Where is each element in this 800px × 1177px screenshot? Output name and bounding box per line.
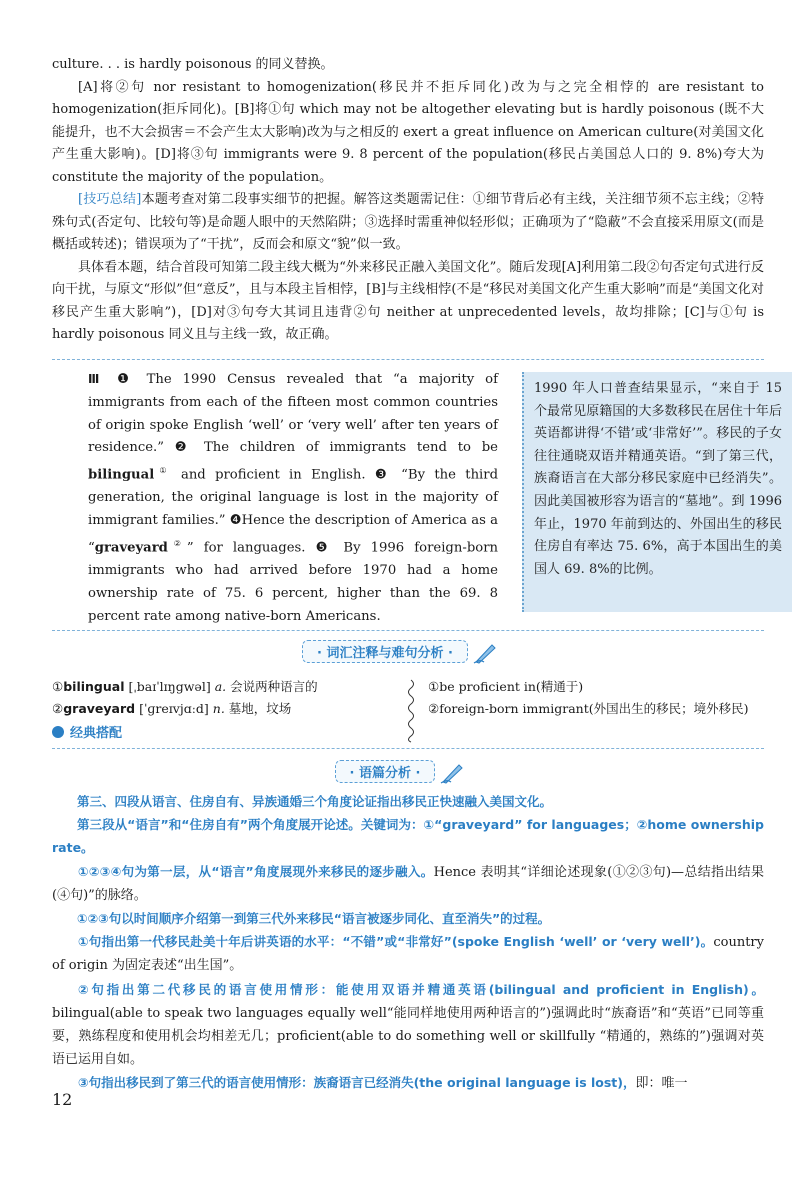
- analysis-line: 第三段从“语言”和“住房自有”两个角度展开论述。关键词为：①“graveyard” for languages；②home ownership rate。: [52, 817, 764, 856]
- analysis-section-title: [0, 760, 800, 784]
- sentence-number: ❷: [174, 440, 194, 456]
- analysis-title-text: · 语篇分析 ·: [335, 760, 436, 783]
- sentence-5: By 1996 foreign-born immigrants who had arrived before 1970 had a home ownership rate of 75. 6 percent, higher than the 69. 8 percent rate among native-born Americans.: [88, 540, 498, 624]
- analysis-line: ①句指出第一代移民赴美十年后讲英语的水平：“不错”或“非常好”(spoke English ‘well’ or ‘very well’)。country of origin 为固定表述“出生国”。: [52, 934, 764, 974]
- analysis-line: 第三、四段从语言、住房自有、异族通婚三个角度论证指出移民正快速融入美国文化。: [77, 794, 553, 809]
- sentence-number: ❺: [315, 540, 334, 556]
- sentence-4b: ” for languages.: [186, 540, 306, 556]
- tip-text: 本题考查对第二段事实细节的把握。解答这类题需记住：①细节背后必有主线，关注细节须不忘主线；②特殊句式(否定句、比较句等)是命题人眼中的天然陷阱；③选择时需重神似轻形似；正确项为了“隐蔽”不会直接采用原文(而是概括或转述)；错误项为了“干扰”，反而会和原文“貌”似一致。: [52, 192, 764, 252]
- classic-collocation-label: 经典搭配: [52, 722, 122, 741]
- divider-line: [52, 748, 764, 749]
- detail-analysis: 具体看本题，结合首段可知第二段主线大概为“外来移民正融入美国文化”。随后发现[A]利用第二段②句否定句式进行反向干扰，与原文“形似”但“意反”，且与本段主旨相悖，[B]与主线相悖(不是“移民对美国文化产生重大影响”而是“美国文化对移民产生重大影响”)，[D]对③句夸大其词且违背②句 neither at unprecedented levels，故均排除；[C]与①句 is hardly poisonous 同义且与主线一致，故正确。: [52, 259, 764, 342]
- divider-line: [52, 630, 764, 631]
- vocab-right: [428, 676, 764, 720]
- analysis-line: ③句指出移民到了第三代的语言使用情形：族裔语言已经消失(the original language is lost)，即：唯一: [78, 1075, 688, 1092]
- vocab-title-text: · 词汇注释与难句分析 ·: [302, 640, 468, 663]
- discourse-analysis: [52, 790, 764, 1096]
- vocab-phrase: ①be proficient in(精通于): [428, 679, 584, 694]
- vocab-item: ②graveyard [ˈɡreɪvjɑːd] n. 墓地，坟场: [52, 701, 292, 716]
- note-ref: ②: [167, 538, 187, 548]
- bullet-icon: [52, 726, 64, 738]
- sentence-number: ❶: [117, 372, 136, 387]
- tip-summary: [52, 189, 764, 257]
- note-ref: ①: [154, 466, 172, 476]
- analysis-line: ②句指出第二代移民的语言使用情形：能使用双语并精通英语(bilingual and proficient in English)。bilingual(able to speak two languages equally well“能同样地使用两种语言的”)强调此时“族裔语”和“英语”已同等重要，熟练程度和使用机会均相差无几；proficient(able to do something well or skillfully “精通的，熟练的”)强调对英语已运用自如。: [52, 981, 764, 1068]
- paragraph-roman: Ⅲ: [88, 372, 107, 386]
- sentence-2a: The children of immigrants tend to be: [203, 440, 498, 456]
- page-number: 12: [52, 1090, 73, 1109]
- keyword-graveyard: graveyard: [94, 540, 168, 556]
- top-text: [52, 54, 764, 347]
- analysis-line: ①②③句以时间顺序介绍第一到第三代外来移民“语言被逐步同化、直至消失”的过程。: [77, 911, 551, 927]
- divider-line: [52, 359, 764, 360]
- analysis-line: ①②③④句为第一层，从“语言”角度展现外来移民的逐步融入。Hence 表明其“详细论述现象(①②③句)—总结指出结果(④句)”的脉络。: [52, 863, 764, 903]
- vocab-item: ①bilingual [ˌbaɪˈlɪŋgwəl] a. 会说两种语言的: [52, 679, 318, 694]
- tip-label: [技巧总结]: [78, 192, 142, 207]
- pen-icon: [439, 762, 465, 784]
- spiral-divider-icon: [404, 678, 418, 748]
- pen-icon: [472, 642, 498, 664]
- keyword-bilingual: bilingual: [88, 467, 155, 483]
- line-continuation: culture. . . is hardly poisonous 的同义替换。: [52, 57, 334, 72]
- sentence-number: ❸: [374, 467, 392, 483]
- vocab-left: [52, 676, 392, 720]
- passage-block: [52, 366, 782, 624]
- sentence-3: “By the third generation, the original language is lost in the majority of immigrant families.”: [88, 467, 499, 529]
- sentence-2b: and proficient in English.: [180, 467, 366, 483]
- english-passage: [88, 368, 498, 629]
- vocab-phrase: ②foreign-born immigrant(外国出生的移民；境外移民): [428, 701, 749, 716]
- option-analysis: [A]将②句 nor resistant to homogenization(移民并不拒斥同化)改为与之完全相悖的 are resistant to homogenization(拒斥同化)。[B]将①句 which may not be altogether elevating but is hardly poisonous (既不大能提升，也不大会损害＝不会产生太大影响)改为与之相反的 exert a great influence on American culture(对美国文化产生重大影响)。[D]将③句 immigrants were 9. 8 percent of the population(移民占美国总人口的 9. 8%)夸大为 constitute the majority of the population。: [52, 79, 764, 185]
- vocab-section-title: [0, 640, 800, 664]
- sentence-4a: Hence the description of America as a “: [88, 513, 499, 556]
- translation-box: 1990 年人口普查结果显示，“来自于 15 个最常见原籍国的大多数移民在居住十年后英语都讲得‘不错’或‘非常好’”。移民的子女往往通晓双语并精通英语。“到了第三代，族裔语言在大部分移民家庭中已经消失”。因此美国被形容为语言的“墓地”。到 1996 年止，1970 年前到达的、外国出生的移民住房自有率达 75. 6%，高于本国出生的美国人 69. 8%的比例。: [522, 372, 792, 612]
- sentence-number: ❹: [229, 513, 242, 529]
- sentence-1: The 1990 Census revealed that “a majority of immigrants from each of the fifteen most common countries of origin spoke English ‘well’ or ‘very well’ after ten years of residence.”: [88, 372, 499, 456]
